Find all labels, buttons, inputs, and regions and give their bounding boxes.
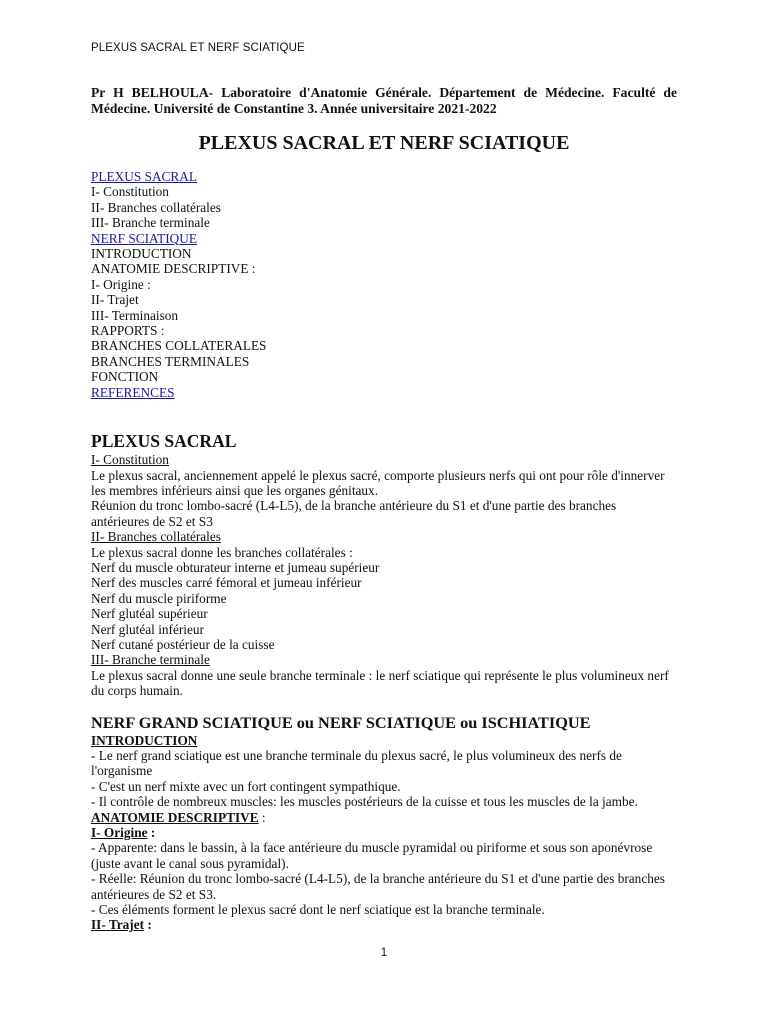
list-item: Nerf des muscles carré fémoral et jumeau inférieur bbox=[91, 575, 362, 591]
list-item: - Apparente: dans le bassin, à la face antérieure du muscle pyramidal ou piriforme et sous son aponévrose (juste avant le canal sous pyramidal). bbox=[91, 840, 653, 871]
toc-item: II- Branches collatérales bbox=[91, 199, 221, 215]
author-line: Pr H BELHOULA- Laboratoire d'Anatomie Générale. Département de Médecine. Faculté de Médecine. Université de Constantine 3. Année universitaire 2021-2022 bbox=[91, 85, 677, 116]
toc-item: BRANCHES TERMINALES bbox=[91, 353, 250, 369]
toc-item: I- Origine : bbox=[91, 276, 151, 292]
toc-item: ANATOMIE DESCRIPTIVE : bbox=[91, 261, 256, 277]
toc-link-plexus-sacral[interactable]: PLEXUS SACRAL bbox=[91, 169, 198, 184]
list-item: - Il contrôle de nombreux muscles: les muscles postérieurs de la cuisse et tous les muscles de la jambe. bbox=[91, 794, 638, 810]
colon: : bbox=[258, 809, 266, 825]
list-item: - C'est un nerf mixte avec un fort contingent sympathique. bbox=[91, 778, 401, 794]
subheading-trajet bbox=[91, 917, 677, 932]
subheading-introduction: INTRODUCTION bbox=[91, 732, 198, 748]
toc-item: III- Terminaison bbox=[91, 307, 179, 323]
anatomie-descriptive-label: ANATOMIE DESCRIPTIVE bbox=[91, 809, 259, 825]
colon: : bbox=[147, 825, 156, 841]
subheading-branche-terminale: III- Branche terminale bbox=[91, 652, 210, 668]
paragraph: Le plexus sacral donne les branches collatérales : bbox=[91, 544, 353, 560]
toc-item: RAPPORTS : bbox=[91, 323, 165, 339]
origine-label: I- Origine bbox=[91, 825, 148, 841]
toc-item: II- Trajet bbox=[91, 292, 139, 308]
list-item: - Ces éléments forment le plexus sacré dont le nerf sciatique est la branche terminale. bbox=[91, 902, 545, 918]
document-title: PLEXUS SACRAL ET NERF SCIATIQUE bbox=[198, 132, 570, 154]
subheading-origine bbox=[91, 825, 677, 840]
subheading-branches-collaterales: II- Branches collatérales bbox=[91, 529, 221, 545]
list-item: Nerf glutéal supérieur bbox=[91, 606, 208, 622]
subheading-anatomie-descriptive bbox=[91, 810, 677, 825]
toc-item: III- Branche terminale bbox=[91, 215, 210, 231]
paragraph: Le plexus sacral, anciennement appelé le plexus sacré, comporte plusieurs nerfs qui ont pour rôle d'innerver les membres inférieurs ainsi que les organes génitaux. bbox=[91, 467, 665, 498]
colon: : bbox=[144, 917, 152, 933]
page-number: 1 bbox=[380, 947, 388, 959]
toc-item: I- Constitution bbox=[91, 184, 169, 200]
trajet-label: II- Trajet bbox=[91, 917, 145, 933]
document-body bbox=[91, 85, 677, 933]
toc-item: FONCTION bbox=[91, 369, 159, 385]
section-heading-plexus-sacral: PLEXUS SACRAL bbox=[91, 431, 237, 452]
list-item: Nerf cutané postérieur de la cuisse bbox=[91, 636, 275, 652]
table-of-contents bbox=[91, 169, 677, 400]
toc-link-references[interactable]: REFERENCES bbox=[91, 384, 175, 400]
toc-link-nerf-sciatique[interactable]: NERF SCIATIQUE bbox=[91, 230, 198, 246]
toc-item: BRANCHES COLLATERALES bbox=[91, 338, 267, 354]
list-item: - Le nerf grand sciatique est une branche terminale du plexus sacré, le plus volumineux des nerfs de l'organisme bbox=[91, 748, 622, 779]
section-heading-nerf-sciatique: NERF GRAND SCIATIQUE ou NERF SCIATIQUE ou ISCHIATIQUE bbox=[91, 712, 591, 732]
paragraph: Réunion du tronc lombo-sacré (L4-L5), de la branche antérieure du S1 et d'une partie des branches antérieures de S2 et S3 bbox=[91, 498, 617, 529]
toc-item: INTRODUCTION bbox=[91, 246, 192, 262]
subheading-constitution: I- Constitution bbox=[91, 452, 169, 468]
list-item: Nerf du muscle obturateur interne et jumeau supérieur bbox=[91, 559, 380, 575]
list-item: Nerf du muscle piriforme bbox=[91, 590, 227, 606]
list-item: Nerf glutéal inférieur bbox=[91, 621, 204, 637]
list-item: - Réelle: Réunion du tronc lombo-sacré (L4-L5), de la branche antérieure du S1 et d'une partie des branches antérieures de S2 et S3. bbox=[91, 871, 665, 902]
running-header: PLEXUS SACRAL ET NERF SCIATIQUE bbox=[91, 42, 305, 54]
paragraph: Le plexus sacral donne une seule branche terminale : le nerf sciatique qui représente le plus volumineux nerf du corps humain. bbox=[91, 667, 669, 699]
